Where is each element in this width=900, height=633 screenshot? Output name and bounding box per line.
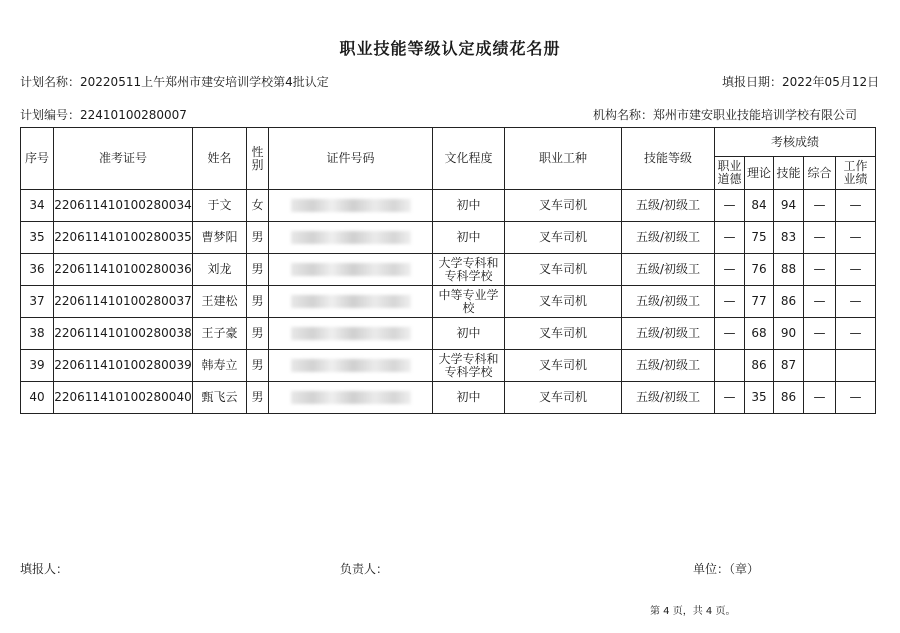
redacted-id-blur: [291, 391, 411, 404]
cell-overall: —: [804, 222, 836, 254]
cell-gender: 男: [247, 222, 269, 254]
cell-theory: 86: [745, 350, 774, 382]
cell-work: —: [836, 318, 876, 350]
cell-work: —: [836, 382, 876, 414]
fill-date-value: 2022年05月12日: [782, 75, 880, 89]
cell-level: 五级/初级工: [622, 318, 715, 350]
redacted-id-blur: [291, 295, 411, 308]
cell-job: 叉车司机: [505, 382, 622, 414]
table-row: [21, 254, 876, 286]
cell-education: [433, 254, 505, 286]
cell-id-redacted: [269, 382, 433, 414]
cell-ticket: 220611410100280039: [54, 350, 193, 382]
header-skill-level: 技能等级: [622, 128, 715, 190]
plan-name-value: 20220511上午郑州市建安培训学校第4批认定: [80, 75, 329, 89]
cell-job: 叉车司机: [505, 254, 622, 286]
cell-education: [433, 286, 505, 318]
cell-ticket: 220611410100280034: [54, 190, 193, 222]
cell-work: —: [836, 254, 876, 286]
page-title: 职业技能等级认定成绩花名册: [339, 39, 561, 58]
cell-name: 甄飞云: [193, 382, 247, 414]
cell-skill: 88: [774, 254, 804, 286]
plan-number: [20, 106, 187, 123]
cell-name: 刘龙: [193, 254, 247, 286]
cell-overall: —: [804, 286, 836, 318]
cell-education-text: 初中: [456, 198, 481, 212]
footer-filler: 填报人：: [20, 562, 69, 576]
header-ethics-text: 职业道德: [717, 159, 742, 186]
header-scores-group: 考核成绩: [715, 128, 876, 157]
cell-work: —: [836, 190, 876, 222]
header-seq: 序号: [21, 128, 54, 190]
cell-skill: 87: [774, 350, 804, 382]
cell-overall: —: [804, 318, 836, 350]
cell-gender: 男: [247, 254, 269, 286]
org-name-label: 机构名称：: [593, 108, 654, 122]
cell-theory: 68: [745, 318, 774, 350]
cell-education-text: 初中: [456, 326, 481, 340]
cell-skill: 86: [774, 382, 804, 414]
cell-theory: 77: [745, 286, 774, 318]
footer-unit-seal: 单位：（章）: [693, 562, 760, 576]
cell-ethics: [715, 350, 745, 382]
org-name-value: 郑州市建安职业技能培训学校有限公司: [653, 108, 858, 122]
cell-ethics: —: [715, 382, 745, 414]
cell-overall: —: [804, 190, 836, 222]
cell-skill: 83: [774, 222, 804, 254]
cell-seq: 36: [21, 254, 54, 286]
cell-id-redacted: [269, 222, 433, 254]
cell-seq: 37: [21, 286, 54, 318]
page-info: 第 4 页，共 4 页。: [650, 606, 736, 617]
cell-ethics: —: [715, 222, 745, 254]
table-row: [21, 222, 876, 254]
cell-ethics: —: [715, 286, 745, 318]
cell-name: 韩寿立: [193, 350, 247, 382]
cell-education: [433, 382, 505, 414]
score-roster-table: [20, 127, 876, 414]
cell-ticket: 220611410100280037: [54, 286, 193, 318]
cell-skill: 86: [774, 286, 804, 318]
cell-overall: —: [804, 254, 836, 286]
cell-education: [433, 190, 505, 222]
header-gender-text: 性别: [251, 144, 264, 172]
cell-theory: 75: [745, 222, 774, 254]
header-education: 文化程度: [433, 128, 505, 190]
cell-seq: 39: [21, 350, 54, 382]
cell-name: 于文: [193, 190, 247, 222]
plan-number-value: 22410100280007: [80, 108, 187, 122]
cell-education-text: 初中: [456, 230, 481, 244]
cell-gender: 男: [247, 350, 269, 382]
cell-ethics: —: [715, 254, 745, 286]
cell-education-text: 初中: [456, 390, 481, 404]
redacted-id-blur: [291, 359, 411, 372]
table-row: [21, 350, 876, 382]
plan-number-label: 计划编号：: [20, 108, 81, 122]
cell-overall: —: [804, 382, 836, 414]
cell-ticket: 220611410100280040: [54, 382, 193, 414]
redacted-id-blur: [291, 327, 411, 340]
cell-ticket: 220611410100280038: [54, 318, 193, 350]
cell-job: 叉车司机: [505, 350, 622, 382]
table-row: [21, 318, 876, 350]
cell-id-redacted: [269, 254, 433, 286]
cell-education-text: 大学专科和专科学校: [438, 255, 499, 283]
cell-theory: 35: [745, 382, 774, 414]
header-id-number: 证件号码: [269, 128, 433, 190]
cell-seq: 40: [21, 382, 54, 414]
cell-level: 五级/初级工: [622, 350, 715, 382]
cell-name: 曹梦阳: [193, 222, 247, 254]
header-skill: 技能: [774, 157, 804, 190]
cell-id-redacted: [269, 318, 433, 350]
redacted-id-blur: [291, 231, 411, 244]
cell-id-redacted: [269, 350, 433, 382]
cell-overall: [804, 350, 836, 382]
table-row: [21, 382, 876, 414]
cell-id-redacted: [269, 190, 433, 222]
header-work-text: 工作业绩: [843, 159, 868, 186]
cell-skill: 90: [774, 318, 804, 350]
cell-education: [433, 350, 505, 382]
cell-level: 五级/初级工: [622, 254, 715, 286]
cell-seq: 34: [21, 190, 54, 222]
org-name: [593, 106, 857, 123]
cell-ethics: —: [715, 190, 745, 222]
cell-education-text: 中等专业学校: [438, 287, 499, 315]
cell-name: 王建松: [193, 286, 247, 318]
cell-gender: 女: [247, 190, 269, 222]
footer-responsible: 负责人：: [340, 562, 389, 576]
header-job: 职业工种: [505, 128, 622, 190]
cell-id-redacted: [269, 286, 433, 318]
cell-seq: 35: [21, 222, 54, 254]
fill-date-label: 填报日期：: [722, 75, 783, 89]
cell-education-text: 大学专科和专科学校: [438, 351, 499, 379]
redacted-id-blur: [291, 263, 411, 276]
cell-work: —: [836, 286, 876, 318]
cell-job: 叉车司机: [505, 190, 622, 222]
header-theory: 理论: [745, 157, 774, 190]
table-row: [21, 286, 876, 318]
header-name: 姓名: [193, 128, 247, 190]
cell-ticket: 220611410100280036: [54, 254, 193, 286]
cell-work: —: [836, 222, 876, 254]
table-row: [21, 190, 876, 222]
header-gender: [247, 128, 269, 190]
cell-gender: 男: [247, 286, 269, 318]
fill-date: [722, 73, 879, 90]
header-work: [836, 157, 876, 190]
cell-work: [836, 350, 876, 382]
cell-level: 五级/初级工: [622, 286, 715, 318]
cell-theory: 76: [745, 254, 774, 286]
cell-level: 五级/初级工: [622, 222, 715, 254]
redacted-id-blur: [291, 199, 411, 212]
header-ticket-number: 准考证号: [54, 128, 193, 190]
cell-ticket: 220611410100280035: [54, 222, 193, 254]
cell-job: 叉车司机: [505, 286, 622, 318]
plan-name-label: 计划名称：: [20, 75, 81, 89]
cell-job: 叉车司机: [505, 222, 622, 254]
cell-name: 王子豪: [193, 318, 247, 350]
cell-gender: 男: [247, 318, 269, 350]
cell-level: 五级/初级工: [622, 190, 715, 222]
header-ethics: [715, 157, 745, 190]
cell-level: 五级/初级工: [622, 382, 715, 414]
cell-education: [433, 222, 505, 254]
cell-theory: 84: [745, 190, 774, 222]
cell-skill: 94: [774, 190, 804, 222]
cell-seq: 38: [21, 318, 54, 350]
cell-job: 叉车司机: [505, 318, 622, 350]
cell-gender: 男: [247, 382, 269, 414]
cell-education: [433, 318, 505, 350]
cell-ethics: —: [715, 318, 745, 350]
header-overall: 综合: [804, 157, 836, 190]
plan-name: [20, 73, 329, 90]
